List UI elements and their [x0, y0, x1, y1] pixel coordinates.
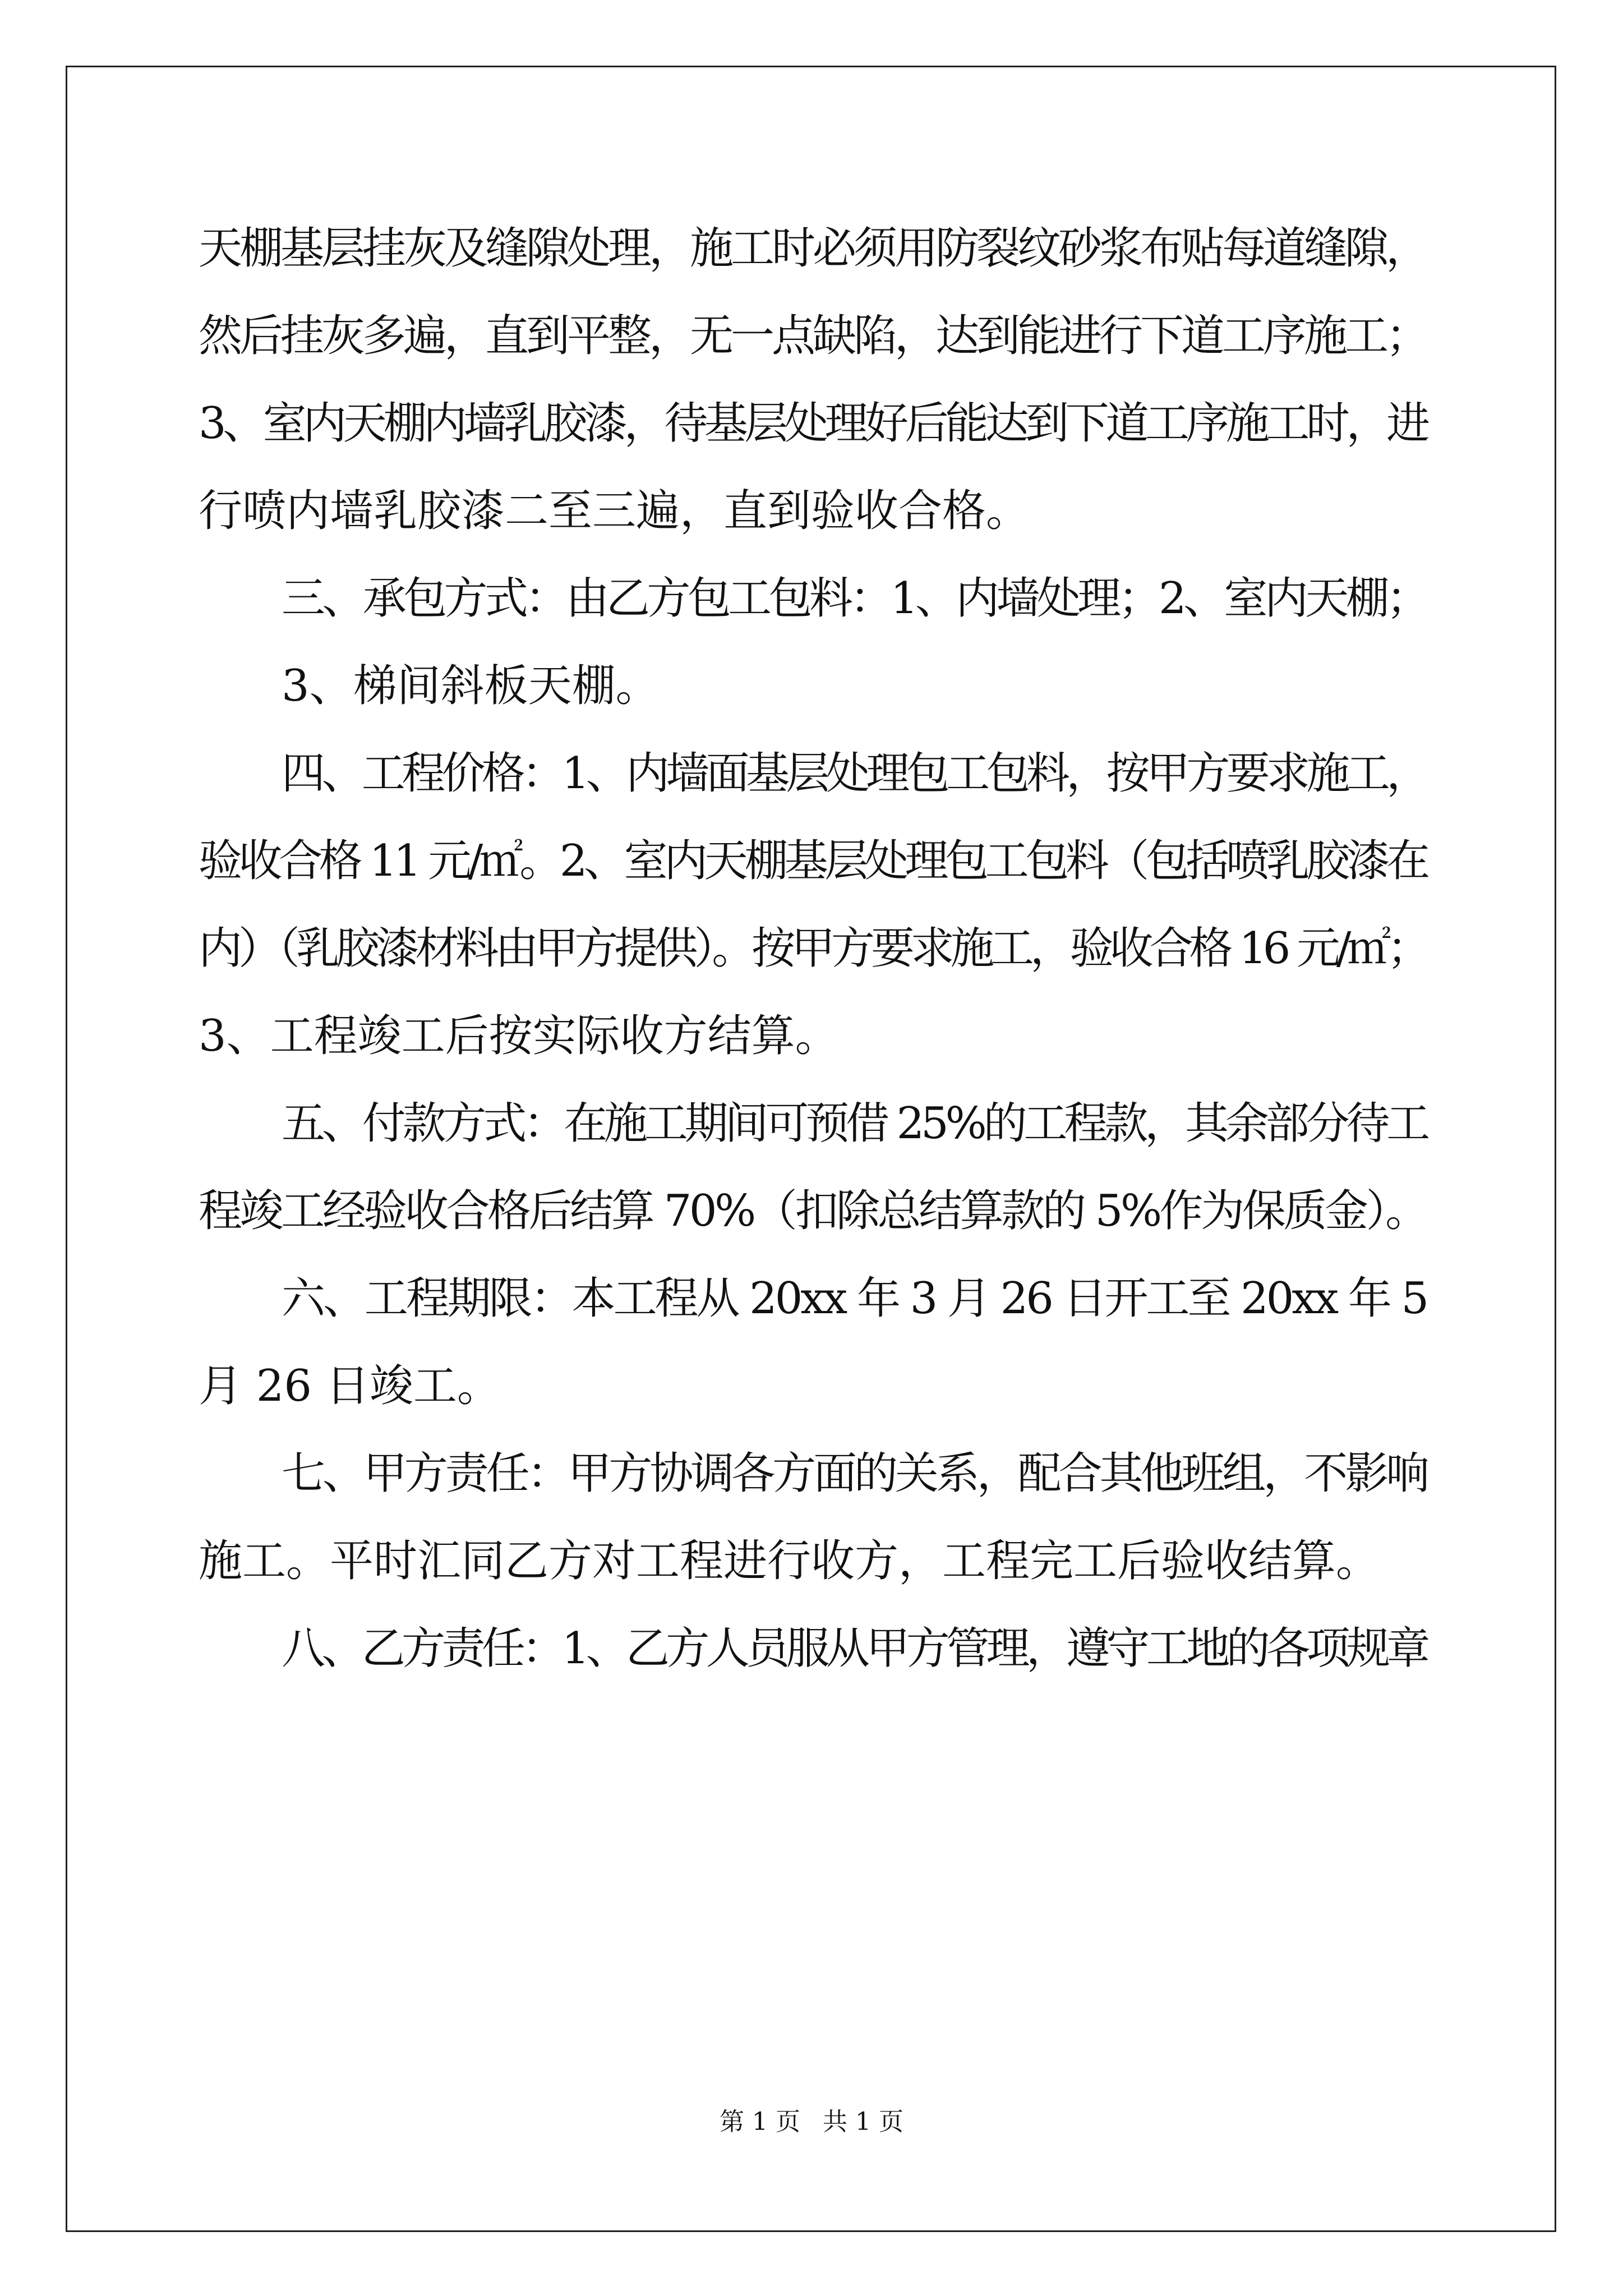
text-line: 六、工程期限：本工程从 20xx 年 3 月 26 日开工至 20xx 年 5 — [282, 1273, 1427, 1324]
text-line: 天棚基层挂灰及缝隙处理，施工时必须用防裂纹砂浆布贴每道缝隙， — [199, 223, 1427, 274]
text-line: 七、甲方责任：甲方协调各方面的关系，配合其他班组，不影响 — [282, 1448, 1427, 1499]
page-number-current: 第 1 页 — [720, 2108, 800, 2136]
text-line: 四、工程价格：1、内墙面基层处理包工包料，按甲方要求施工， — [282, 748, 1427, 799]
text-line: 然后挂灰多遍，直到平整，无一点缺陷，达到能进行下道工序施工； — [199, 311, 1427, 361]
text-line: 行喷内墙乳胶漆二至三遍，直到验收合格。 — [199, 486, 1030, 536]
text-line: 程竣工经验收合格后结算 70%（扣除总结算款的 5%作为保质金）。 — [199, 1186, 1427, 1236]
page-number-total: 共 1 页 — [823, 2108, 903, 2136]
page-footer — [0, 2105, 1623, 2139]
text-line: 内）（乳胶漆材料由甲方提供）。按甲方要求施工，验收合格 16 元/㎡； — [199, 923, 1427, 974]
text-line: 验收合格 11 元/㎡。2、室内天棚基层处理包工包料（包括喷乳胶漆在 — [199, 836, 1427, 886]
text-line: 3、工程竣工后按实际收方结算。 — [199, 1011, 839, 1061]
document-body — [199, 205, 1427, 1692]
text-line: 八、乙方责任：1、乙方人员服从甲方管理，遵守工地的各项规章 — [282, 1623, 1427, 1674]
text-line: 3、梯间斜板天棚。 — [282, 661, 660, 711]
text-line: 三、承包方式：由乙方包工包料：1、内墙处理；2、室内天棚； — [282, 573, 1427, 624]
text-line: 施工。平时汇同乙方对工程进行收方，工程完工后验收结算。 — [199, 1536, 1380, 1586]
text-line: 五、付款方式：在施工期间可预借 25%的工程款，其余部分待工 — [282, 1098, 1427, 1149]
text-line: 月 26 日竣工。 — [199, 1361, 501, 1411]
text-line: 3、室内天棚内墙乳胶漆，待基层处理好后能达到下道工序施工时，进 — [199, 398, 1427, 449]
